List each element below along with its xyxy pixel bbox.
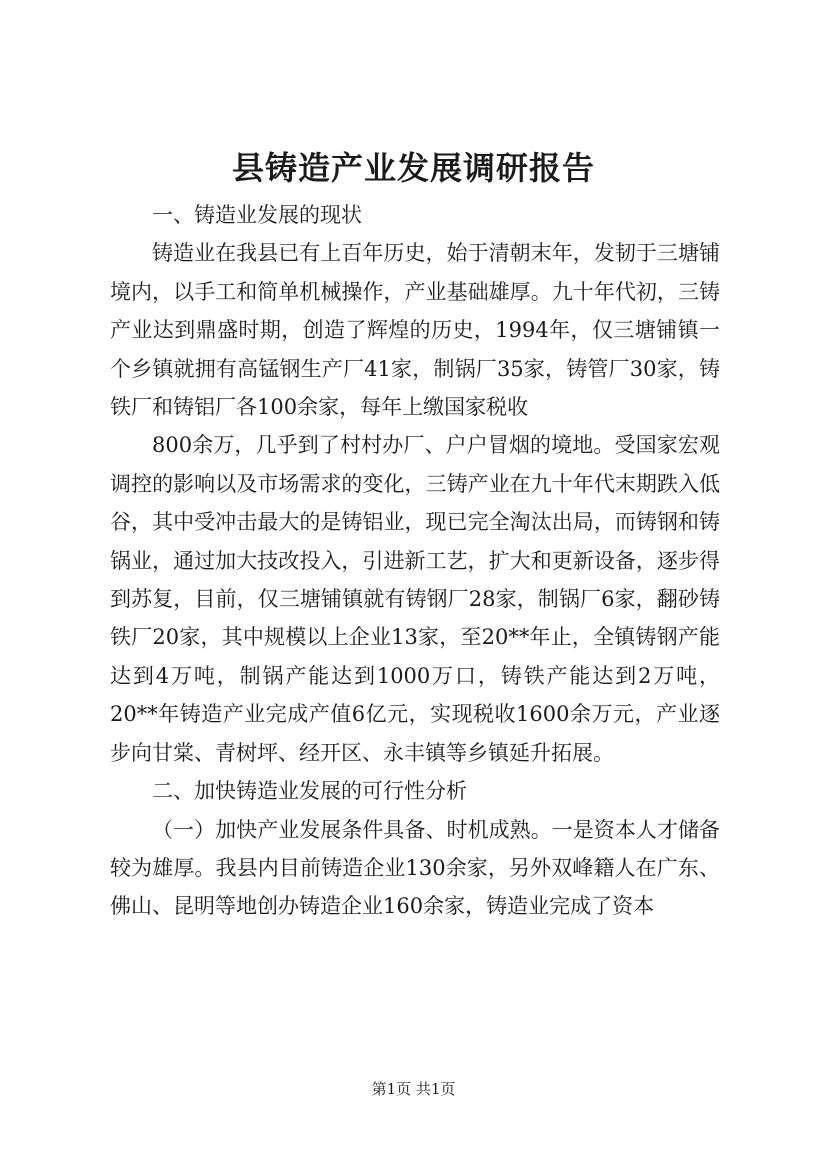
page-number-footer: 第1页 共1页 <box>371 1080 456 1098</box>
paragraph: （一）加快产业发展条件具备、时机成熟。一是资本人才储备较为雄厚。我县内目前铸造企业130余家，另外双峰籍人在广东、佛山、昆明等地创办铸造企业160余家，铸造业完成了资本 <box>110 817 720 919</box>
section-heading: 一、铸造业发展的现状 <box>152 203 362 227</box>
paragraph: 铸造业在我县已有上百年历史，始于清朝末年，发韧于三塘铺境内，以手工和简单机械操作，产业基础雄厚。九十年代初，三铸产业达到鼎盛时期，创造了辉煌的历史，1994年，仅三塘铺镇一个乡镇就拥有高锰钢生产厂41家，制锅厂35家，铸管厂30家，铸铁厂和铸铝厂各100余家，每年上缴国家税收 <box>110 241 720 420</box>
document-title: 县铸造产业发展调研报告 <box>231 149 595 187</box>
section-heading: 二、加快铸造业发展的可行性分析 <box>152 779 467 804</box>
document-body <box>110 196 720 926</box>
paragraph: 800余万，几乎到了村村办厂、户户冒烟的境地。受国家宏观调控的影响以及市场需求的变化，三铸产业在九十年代末期跌入低谷，其中受冲击最大的是铸铝业，现已完全淘汰出局，而铸钢和铸锅业，通过加大技改投入，引进新工艺，扩大和更新设备，逐步得到苏复，目前，仅三塘铺镇就有铸钢厂28家，制锅厂6家，翻砂铸铁厂20家，其中规模以上企业13家，至20**年止，全镇铸钢产能达到4万吨，制锅产能达到1000万口，铸铁产能达到2万吨，20**年铸造产业完成产值6亿元，实现税收1600余万元，产业逐步向甘棠、青树坪、经开区、永丰镇等乡镇延升拓展。 <box>110 433 720 765</box>
